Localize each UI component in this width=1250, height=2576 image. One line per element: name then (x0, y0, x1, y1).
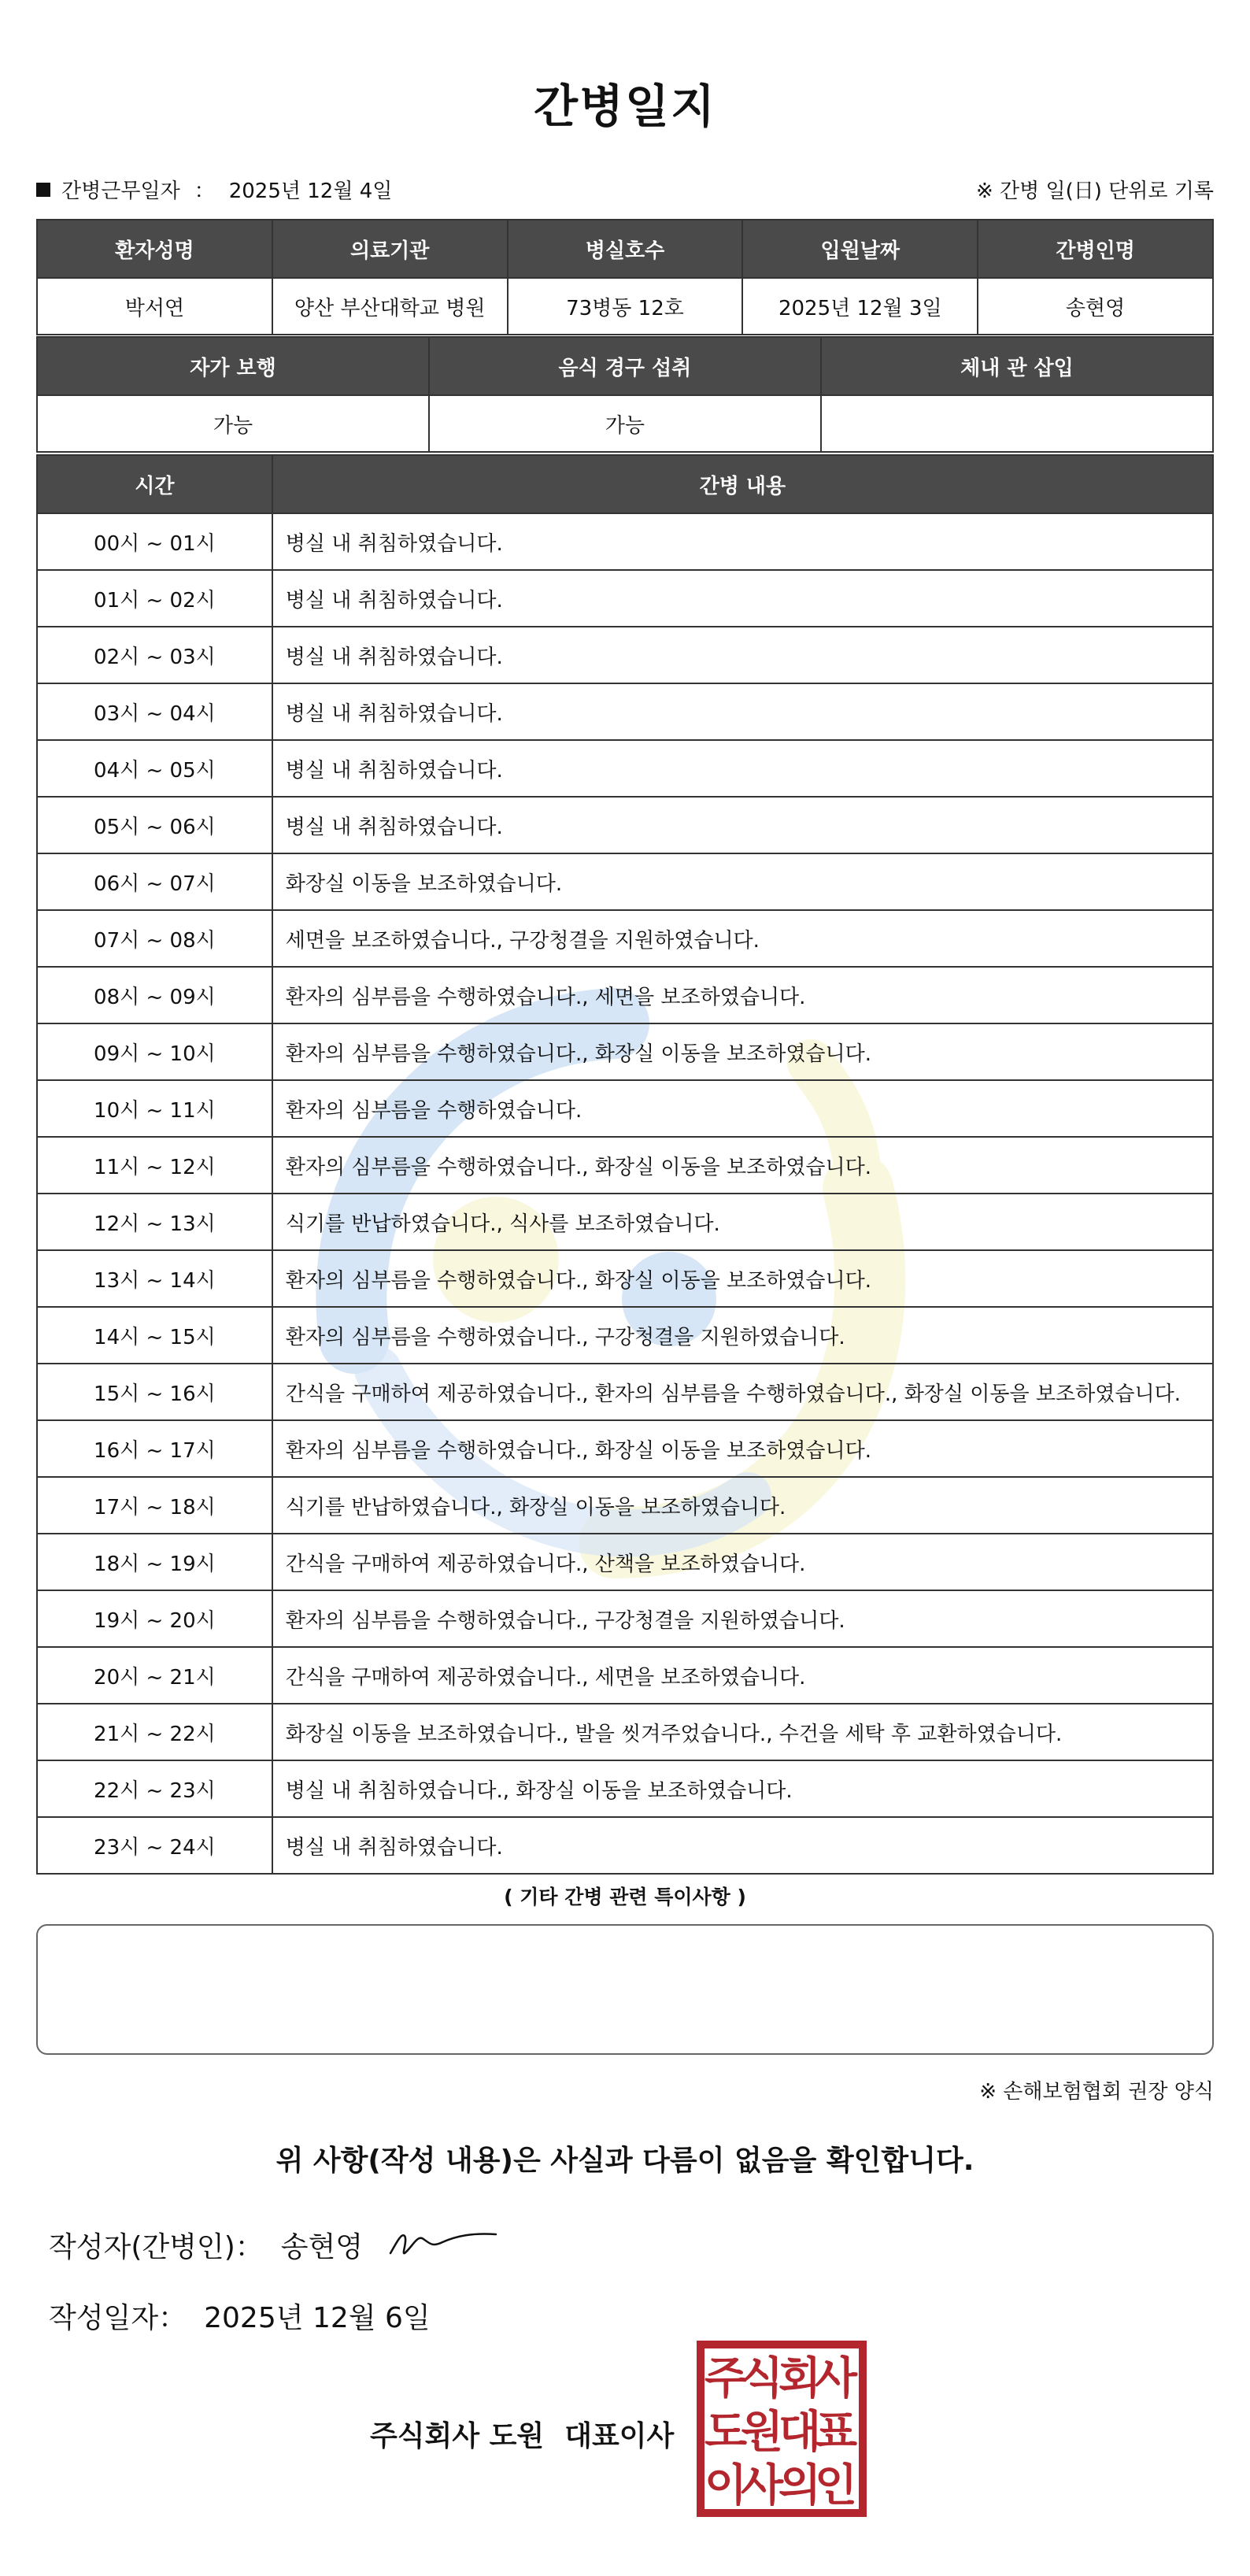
log-content: 식기를 반납하였습니다., 화장실 이동을 보조하였습니다. (272, 1477, 1213, 1534)
table-row (37, 1534, 1213, 1590)
log-time: 21시 ~ 22시 (37, 1704, 272, 1760)
log-time: 19시 ~ 20시 (37, 1590, 272, 1647)
handwritten-signature-icon (386, 2219, 504, 2266)
log-content: 환자의 심부름을 수행하였습니다. (272, 1080, 1213, 1137)
black-square-icon (36, 183, 50, 197)
record-note: ※ 간병 일(日) 단위로 기록 (975, 180, 1214, 203)
log-time: 13시 ~ 14시 (37, 1250, 272, 1307)
table-row (37, 910, 1213, 967)
caregiver-name: 송현영 (978, 278, 1213, 335)
writer-label: 작성자(간병인)： (49, 2231, 264, 2263)
log-content: 환자의 심부름을 수행하였습니다., 세면을 보조하였습니다. (272, 967, 1213, 1023)
patient-name: 박서연 (37, 278, 272, 335)
table-row (37, 627, 1213, 683)
log-time: 17시 ~ 18시 (37, 1477, 272, 1534)
table-row (37, 1647, 1213, 1704)
table-row (37, 1250, 1213, 1307)
svg-text:이: 이 (704, 2460, 748, 2511)
log-time: 18시 ~ 19시 (37, 1534, 272, 1590)
svg-text:도: 도 (704, 2407, 748, 2458)
log-content: 식기를 반납하였습니다., 식사를 보조하였습니다. (272, 1194, 1213, 1250)
log-time: 05시 ~ 06시 (37, 797, 272, 853)
svg-text:원: 원 (740, 2407, 784, 2458)
writer-line (49, 2225, 363, 2265)
log-time: 15시 ~ 16시 (37, 1364, 272, 1420)
writer-name: 송현영 (280, 2231, 364, 2263)
table-row (37, 967, 1213, 1023)
table-row (37, 1704, 1213, 1760)
log-time: 12시 ~ 13시 (37, 1194, 272, 1250)
svg-text:사: 사 (740, 2460, 784, 2511)
log-content: 환자의 심부름을 수행하였습니다., 화장실 이동을 보조하였습니다. (272, 1420, 1213, 1477)
written-date-value: 2025년 12월 6일 (204, 2302, 431, 2334)
log-time: 07시 ~ 08시 (37, 910, 272, 967)
log-time: 10시 ~ 11시 (37, 1080, 272, 1137)
log-time: 09시 ~ 10시 (37, 1023, 272, 1080)
log-time: 04시 ~ 05시 (37, 740, 272, 797)
header-hospital: 의료기관 (272, 220, 508, 278)
log-time: 06시 ~ 07시 (37, 853, 272, 910)
table-row (37, 1080, 1213, 1137)
svg-text:회: 회 (778, 2353, 822, 2404)
log-time: 16시 ~ 17시 (37, 1420, 272, 1477)
remarks-title: ( 기타 간병 관련 특이사항 ) (504, 1886, 746, 1908)
log-content: 환자의 심부름을 수행하였습니다., 화장실 이동을 보조하였습니다. (272, 1250, 1213, 1307)
header-caregiver-name: 간병인명 (978, 220, 1213, 278)
remarks-box (36, 1924, 1214, 2055)
table-row (37, 513, 1213, 570)
svg-text:표: 표 (814, 2407, 858, 2458)
log-content: 환자의 심부름을 수행하였습니다., 구강청결을 지원하였습니다. (272, 1307, 1213, 1364)
svg-text:주: 주 (704, 2353, 748, 2404)
log-time: 03시 ~ 04시 (37, 683, 272, 740)
log-content: 화장실 이동을 보조하였습니다., 발을 씻겨주었습니다., 수건을 세탁 후 교환하였습니다. (272, 1704, 1213, 1760)
log-content: 간식을 구매하여 제공하였습니다., 세면을 보조하였습니다. (272, 1647, 1213, 1704)
svg-text:의: 의 (778, 2460, 822, 2511)
svg-text:인: 인 (814, 2460, 858, 2511)
table-row (37, 1364, 1213, 1420)
log-time: 00시 ~ 01시 (37, 513, 272, 570)
table-row (37, 1307, 1213, 1364)
log-content: 병실 내 취침하였습니다. (272, 797, 1213, 853)
header-room-number: 병실호수 (508, 220, 743, 278)
svg-text:대: 대 (778, 2407, 822, 2458)
admission-date: 2025년 12월 3일 (742, 278, 978, 335)
header-tube-insertion: 체내 관 삽입 (821, 337, 1213, 395)
hospital: 양산 부산대학교 병원 (272, 278, 508, 335)
log-content: 화장실 이동을 보조하였습니다. (272, 853, 1213, 910)
table-row (37, 1420, 1213, 1477)
table-row (37, 1137, 1213, 1194)
patient-status-table (36, 336, 1214, 453)
written-date-label: 작성일자： (49, 2302, 187, 2334)
header-admission-date: 입원날짜 (742, 220, 978, 278)
work-date-value: 2025년 12월 4일 (228, 180, 393, 203)
table-row (37, 1194, 1213, 1250)
header-oral-intake: 음식 경구 섭취 (429, 337, 821, 395)
room-number: 73병동 12호 (508, 278, 743, 335)
log-content: 간식을 구매하여 제공하였습니다., 환자의 심부름을 수행하였습니다., 화장실 이동을 보조하였습니다. (272, 1364, 1213, 1420)
page-title: 간병일지 (533, 80, 717, 133)
header-time: 시간 (37, 455, 272, 513)
company-seal-stamp-icon (696, 2340, 867, 2518)
self-walking-value: 가능 (37, 395, 429, 452)
table-row (37, 740, 1213, 797)
log-content: 환자의 심부름을 수행하였습니다., 화장실 이동을 보조하였습니다. (272, 1023, 1213, 1080)
log-time: 23시 ~ 24시 (37, 1817, 272, 1874)
work-date-label: 간병근무일자 (61, 180, 180, 203)
log-time: 22시 ~ 23시 (37, 1760, 272, 1817)
table-row (37, 1760, 1213, 1817)
log-time: 01시 ~ 02시 (37, 570, 272, 627)
company-name: 주식회사 도원 (370, 2420, 545, 2452)
log-content: 병실 내 취침하였습니다. (272, 513, 1213, 570)
work-date (36, 175, 392, 204)
company-role: 대표이사 (564, 2420, 675, 2452)
log-content: 환자의 심부름을 수행하였습니다., 구강청결을 지원하였습니다. (272, 1590, 1213, 1647)
table-row (37, 1477, 1213, 1534)
header-patient-name: 환자성명 (37, 220, 272, 278)
table-row (37, 683, 1213, 740)
log-content: 병실 내 취침하였습니다. (272, 740, 1213, 797)
log-content: 환자의 심부름을 수행하였습니다., 화장실 이동을 보조하였습니다. (272, 1137, 1213, 1194)
log-content: 세면을 보조하였습니다., 구강청결을 지원하였습니다. (272, 910, 1213, 967)
confirmation-statement: 위 사항(작성 내용)은 사실과 다름이 없음을 확인합니다. (276, 2145, 974, 2177)
log-time: 11시 ~ 12시 (37, 1137, 272, 1194)
company-line (370, 2414, 674, 2454)
header-care-content: 간병 내용 (272, 455, 1213, 513)
table-row (37, 853, 1213, 910)
log-content: 간식을 구매하여 제공하였습니다., 산책을 보조하였습니다. (272, 1534, 1213, 1590)
log-content: 병실 내 취침하였습니다. (272, 570, 1213, 627)
table-row (37, 1590, 1213, 1647)
log-time: 20시 ~ 21시 (37, 1647, 272, 1704)
table-row (37, 1817, 1213, 1874)
care-log-table (36, 454, 1214, 1875)
oral-intake-value: 가능 (429, 395, 821, 452)
written-date-line (49, 2296, 431, 2336)
table-row (37, 1023, 1213, 1080)
log-time: 02시 ~ 03시 (37, 627, 272, 683)
log-time: 14시 ~ 15시 (37, 1307, 272, 1364)
header-self-walking: 자가 보행 (37, 337, 429, 395)
log-time: 08시 ~ 09시 (37, 967, 272, 1023)
log-content: 병실 내 취침하였습니다. (272, 1817, 1213, 1874)
meta-row (36, 175, 1214, 209)
form-note: ※ 손해보험협회 권장 양식 (979, 2080, 1214, 2104)
table-row (37, 797, 1213, 853)
care-log-body (37, 513, 1213, 1874)
log-content: 병실 내 취침하였습니다. (272, 627, 1213, 683)
patient-info-table (36, 219, 1214, 335)
table-row (37, 570, 1213, 627)
work-date-separator: ： (194, 180, 215, 203)
tube-insertion-value (821, 395, 1213, 452)
svg-text:사: 사 (814, 2353, 858, 2404)
log-content: 병실 내 취침하였습니다., 화장실 이동을 보조하였습니다. (272, 1760, 1213, 1817)
svg-text:식: 식 (740, 2353, 784, 2404)
log-content: 병실 내 취침하였습니다. (272, 683, 1213, 740)
